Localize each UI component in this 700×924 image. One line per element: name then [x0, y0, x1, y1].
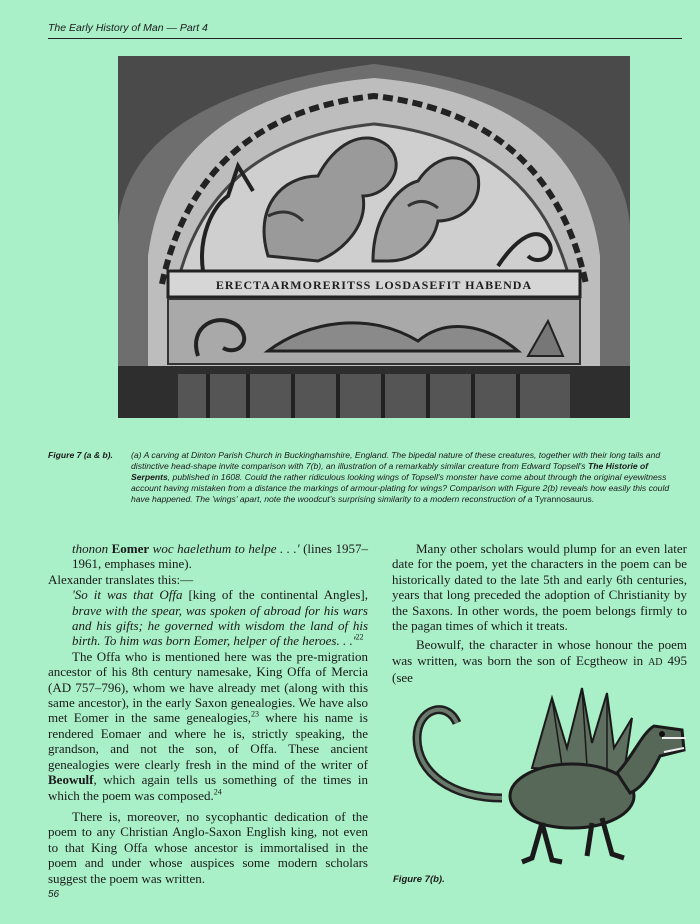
figure-7-label: Figure 7 (a & b).: [48, 450, 113, 460]
figure-7b-caption: Figure 7(b).: [393, 874, 445, 885]
paragraph-beowulf: Beowulf, the character in whose honour the poem was written, was born the son of Ecgtheow in AD 495 (see: [392, 637, 687, 686]
figure-7-caption-text: (a) A carving at Dinton Parish Church in Buckinghamshire, England. The bipedal nature of these creatures, together with their long tails and distinctive head-shape invite comparison with 7(b), an illustration of a remarkably similar creature from Edward Topsell's The Historie of Serpents, published in 1608. Could the rather ridiculous looking wings of Topsell's monster have come about through the original eyewitness account having mistaken from a distance the markings of armour-plating for wings? Comparison with Figure 2(b) reveals how easily this could have happened. The 'wings' apart, note the woodcut's surprising similarity to a modern reconstruction of a Tyrannosaurus.: [131, 450, 670, 504]
paragraph-offa: The Offa who is mentioned here was the pre-migration ancestor of his 8th century namesake, King Offa of Mercia (AD 757–796), whom we have already met (along with this same ancestor), in the early Saxon genealogies. We have also met Eomer in the same genealogies,$^{23}$ where his name is rendered Eomaer and where he is, strictly speaking, the grandson, and not the son, of Offa. These ancient genealogies were clearly fresh in the mind of the writer of Beowulf, which again tells us something of the times in which the poem was composed.$^{24}$: [48, 648, 368, 803]
right-column: [392, 541, 687, 686]
footnote-ref-22: 22: [355, 633, 364, 643]
left-column: [48, 541, 368, 886]
inscription-text: ERECTAARMORERITSS LOSDASEFIT HABENDA: [215, 278, 533, 292]
paragraph-dedication: There is, moreover, no sycophantic dedication of the poem to any Christian Anglo-Saxon English king, not even to that King Offa whose ancestor is immortalised in the poem and under whose auspices some modern scholars suggest the poem was written.: [48, 808, 368, 886]
figure-7b-dragon-woodcut: [392, 678, 692, 868]
figure-7-caption: [48, 450, 688, 505]
running-header: The Early History of Man — Part 4: [48, 22, 682, 39]
figure-7a-carving-photo: [118, 56, 630, 418]
footnote-ref-24: 24: [213, 787, 222, 797]
book-title: The Historie of Serpents: [131, 461, 649, 482]
paragraph-dating: Many other scholars would plump for an even later date for the poem, yet the characters in the poem can be historically dated to the late 5th and early 6th centuries, years that long preceded the adoption of Christianity by the Saxons. In other words, the poem belongs firmly to the pagan times of which it treats.: [392, 541, 687, 634]
page-number: 56: [48, 889, 60, 900]
translation-intro: Alexander translates this:—: [48, 571, 194, 587]
footnote-ref-23: 23: [251, 710, 259, 720]
quote-line: thonon Eomer woc haelethum to helpe . . .' (lines 1957–1961, emphases mine).: [72, 541, 368, 572]
translation-quote: 'So it was that Offa [king of the continental Angles], brave with the spear, was spoken of abroad for his wars and his gifts; he governed with wisdom the land of his birth. To him was born Eomer, helper of the heroes. . $.'^{22}$: [72, 587, 368, 649]
